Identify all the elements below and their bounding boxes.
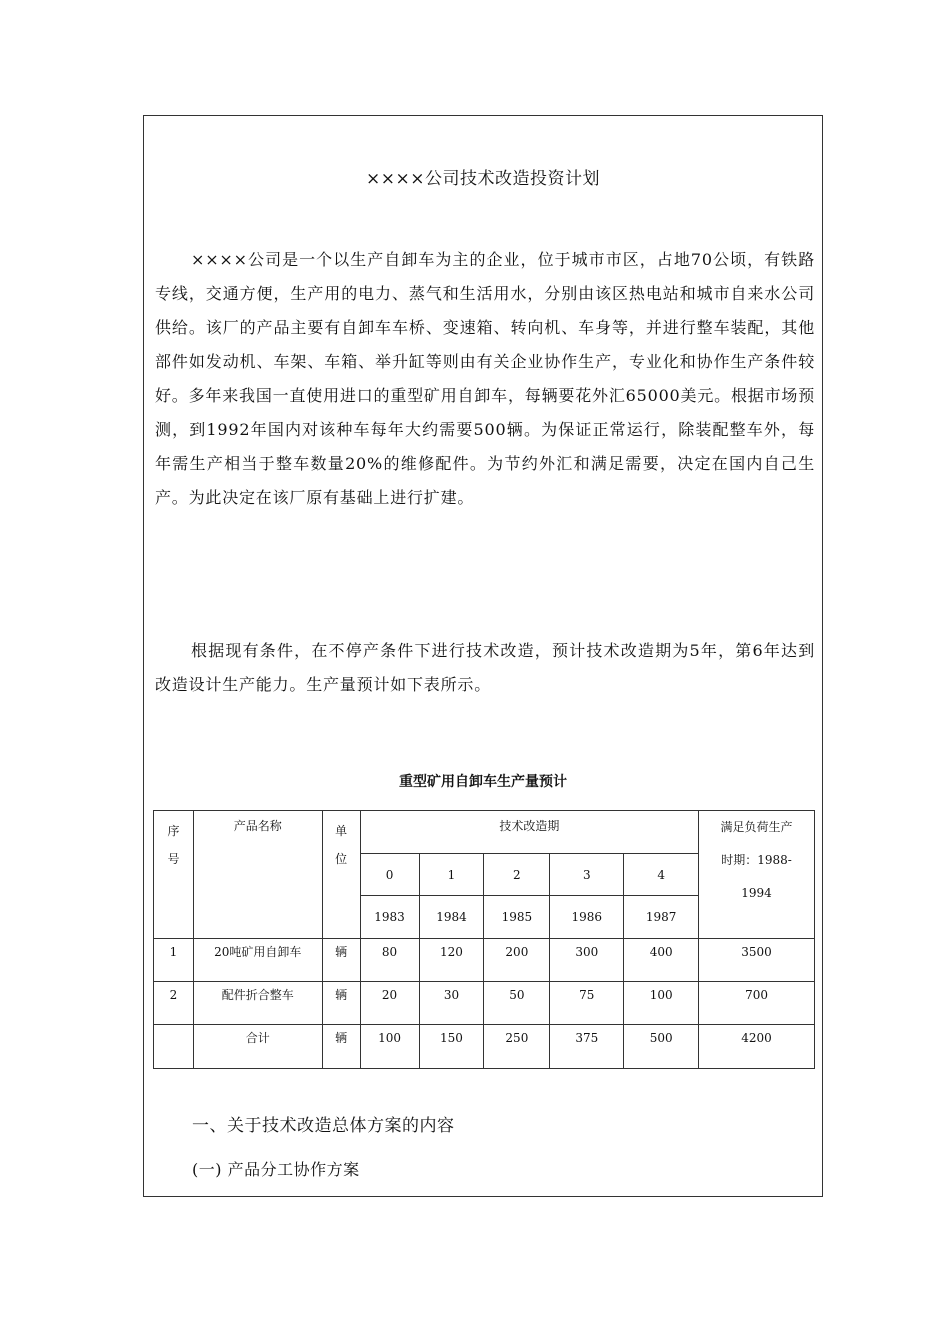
period-index: 4 (624, 854, 699, 896)
row-value: 75 (550, 982, 624, 1025)
row-product-name: 20吨矿用自卸车 (193, 939, 322, 982)
header-product-name: 产品名称 (193, 811, 322, 939)
header-unit: 单 位 (322, 811, 360, 939)
period-year: 1985 (484, 896, 550, 939)
row-full-load: 3500 (699, 939, 815, 982)
row-value: 200 (484, 939, 550, 982)
period-index: 1 (419, 854, 484, 896)
plan-paragraph: 根据现有条件，在不停产条件下进行技术改造，预计技术改造期为5年，第6年达到改造设计生产能力。生产量预计如下表所示。 (155, 641, 815, 694)
row-value: 250 (484, 1025, 550, 1069)
document-frame (143, 115, 823, 1197)
period-year: 1984 (419, 896, 484, 939)
document-title: ××××公司技术改造投资计划 (366, 169, 600, 189)
intro-paragraph: ××××公司是一个以生产自卸车为主的企业，位于城市市区，占地70公顷，有铁路专线，交通方便，生产用的电力、蒸气和生活用水，分别由该区热电站和城市自来水公司供给。该厂的产品主要有自卸车车桥、变速箱、转向机、车身等，并进行整车装配，其他部件如发动机、车架、车箱、举升缸等则由有关企业协作生产，专业化和协作生产条件较好。多年来我国一直使用进口的重型矿用自卸车，每辆要花外汇65000美元。根据市场预测，到1992年国内对该种车每年大约需要500辆。为保证正常运行，除装配整车外，每年需生产相当于整车数量20%的维修配件。为节约外汇和满足需要，决定在国内自己生产。为此决定在该厂原有基础上进行扩建。 (155, 250, 815, 507)
subsection-heading: (一) 产品分工协作方案 (192, 1160, 360, 1179)
row-product-name: 配件折合整车 (193, 982, 322, 1025)
row-value: 300 (550, 939, 624, 982)
row-unit: 辆 (322, 982, 360, 1025)
row-value: 50 (484, 982, 550, 1025)
period-year: 1986 (550, 896, 624, 939)
row-value: 400 (624, 939, 699, 982)
row-value: 20 (360, 982, 419, 1025)
row-value: 150 (419, 1025, 484, 1069)
period-index: 2 (484, 854, 550, 896)
row-value: 100 (360, 1025, 419, 1069)
row-value: 30 (419, 982, 484, 1025)
row-seq (154, 1025, 194, 1069)
period-year: 1983 (360, 896, 419, 939)
period-year: 1987 (624, 896, 699, 939)
row-value: 120 (419, 939, 484, 982)
table-row (154, 982, 815, 1025)
row-unit: 辆 (322, 1025, 360, 1069)
table-row (154, 939, 815, 982)
row-seq: 2 (154, 982, 194, 1025)
row-seq: 1 (154, 939, 194, 982)
row-full-load: 700 (699, 982, 815, 1025)
row-value: 500 (624, 1025, 699, 1069)
row-value: 100 (624, 982, 699, 1025)
header-full-load: 满足负荷生产 时期：1988- 1994 (699, 811, 815, 939)
period-index: 3 (550, 854, 624, 896)
header-period: 技术改造期 (360, 811, 699, 854)
row-unit: 辆 (322, 939, 360, 982)
table-title: 重型矿用自卸车生产量预计 (399, 774, 567, 790)
row-value: 80 (360, 939, 419, 982)
row-product-name: 合计 (193, 1025, 322, 1069)
production-table (153, 810, 815, 1069)
section-heading: 一、关于技术改造总体方案的内容 (192, 1116, 455, 1136)
header-seq: 序 号 (154, 811, 194, 939)
row-full-load: 4200 (699, 1025, 815, 1069)
row-value: 375 (550, 1025, 624, 1069)
table-row-total (154, 1025, 815, 1069)
period-index: 0 (360, 854, 419, 896)
